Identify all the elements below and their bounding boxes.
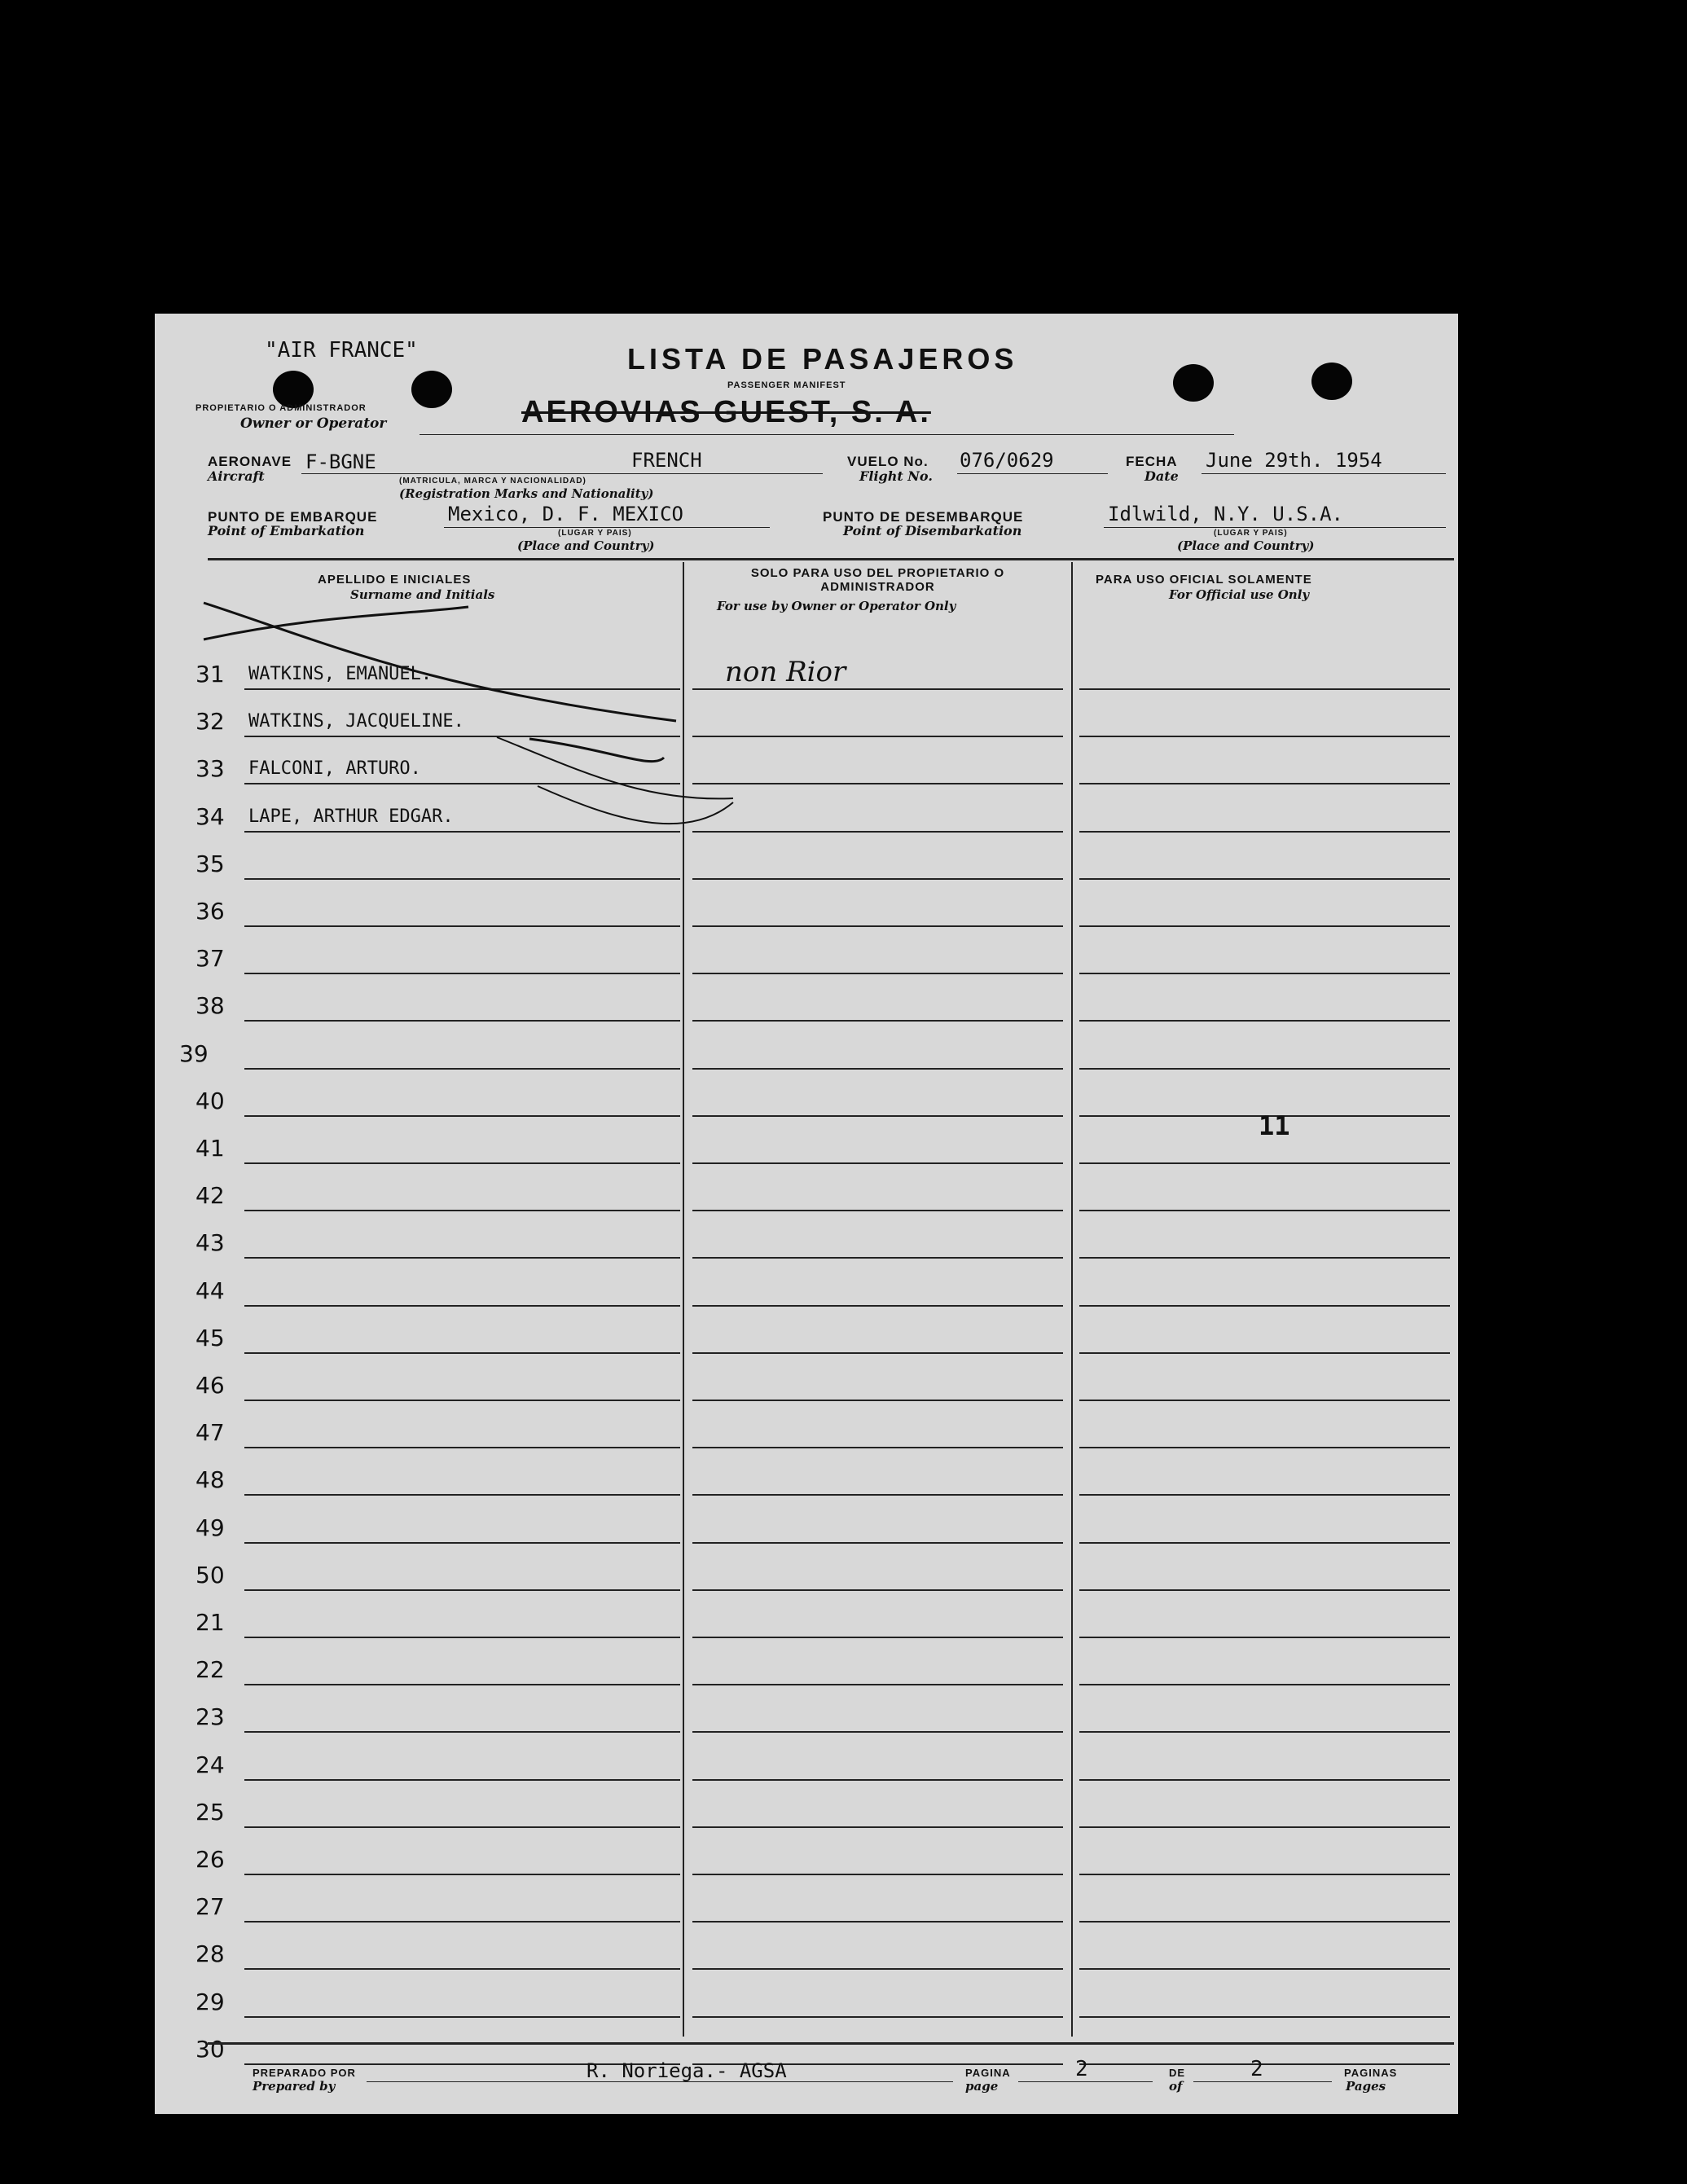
- of-label-es: DE: [1169, 2067, 1186, 2079]
- table-bottom-border: [208, 2042, 1454, 2045]
- pages-label-en: Pages: [1346, 2079, 1386, 2094]
- aircraft-value: F-BGNE: [305, 450, 376, 473]
- row-number: 43: [195, 1229, 225, 1257]
- row-number: 29: [195, 1988, 225, 2015]
- strike-x-line-1: [204, 603, 676, 721]
- row-number: 49: [195, 1514, 225, 1541]
- row-number: 21: [195, 1609, 225, 1636]
- flight-label-en: Flight No.: [859, 468, 933, 484]
- of-underline: [1193, 2081, 1332, 2082]
- row-number: 33: [195, 755, 225, 783]
- passenger-name: FALCONI, ARTURO.: [248, 758, 421, 780]
- of-value: 2: [1250, 2057, 1263, 2081]
- aircraft-label-en: Aircraft: [208, 468, 265, 484]
- disembark-note-es: (LUGAR Y PAIS): [1214, 529, 1288, 538]
- row-number: 24: [195, 1751, 225, 1778]
- row-number: 34: [195, 802, 225, 830]
- row-number: 39: [179, 1039, 209, 1067]
- col-official-es: PARA USO OFICIAL SOLAMENTE: [1096, 573, 1312, 587]
- form-title-en: PASSENGER MANIFEST: [727, 380, 846, 390]
- embark-label-es: PUNTO DE EMBARQUE: [208, 509, 378, 525]
- row-number: 27: [195, 1893, 225, 1921]
- col-official-en: For Official use Only: [1169, 587, 1310, 602]
- row-number: 32: [195, 708, 225, 736]
- strike-marks: [155, 314, 1458, 2114]
- row-number: 36: [195, 898, 225, 925]
- embark-label-en: Point of Embarkation: [208, 523, 365, 538]
- of-label-en: of: [1169, 2079, 1183, 2094]
- aircraft-label-es: AERONAVE: [208, 454, 292, 469]
- registration-note-es: (MATRICULA, MARCA Y NACIONALIDAD): [399, 477, 586, 486]
- disembark-note-en: (Place and Country): [1177, 538, 1315, 553]
- owner-stamp: "AIR FRANCE": [265, 338, 418, 363]
- page-value: 2: [1075, 2057, 1088, 2081]
- date-label-es: FECHA: [1126, 454, 1178, 469]
- strike-diagonal-2: [497, 737, 733, 798]
- manifest-page: [155, 314, 1458, 2114]
- owner-label-es: PROPIETARIO O ADMINISTRADOR: [195, 403, 367, 413]
- prepared-label-es: PREPARADO POR: [253, 2067, 356, 2079]
- prepared-value: R. Noriega.- AGSA: [586, 2059, 787, 2082]
- date-label-en: Date: [1144, 468, 1179, 484]
- row-number: 47: [195, 1419, 225, 1447]
- embark-value: Mexico, D. F. MEXICO: [448, 503, 683, 525]
- passenger-name: LAPE, ARTHUR EDGAR.: [248, 806, 454, 827]
- row-number: 22: [195, 1656, 225, 1684]
- passenger-name: WATKINS, EMANUEL.: [248, 664, 433, 684]
- prepared-underline: [367, 2081, 953, 2082]
- col-owner-en: For use by Owner or Operator Only: [717, 599, 956, 613]
- strike-x-line-2: [204, 607, 468, 639]
- row-number: 30: [195, 2035, 225, 2063]
- col-owner-es: SOLO PARA USO DEL PROPIETARIO O ADMINISTRADOR: [750, 566, 1005, 594]
- row-number: 45: [195, 1324, 225, 1351]
- embark-note-es: (LUGAR Y PAIS): [558, 529, 632, 538]
- page-label-en: page: [965, 2079, 999, 2094]
- col-surname-en: Surname and Initials: [350, 587, 495, 602]
- owner-value: AEROVIAS GUEST, S. A.: [521, 395, 931, 429]
- embark-note-en: (Place and Country): [517, 538, 655, 553]
- row-number: 46: [195, 1372, 225, 1399]
- row-number: 28: [195, 1940, 225, 1968]
- row-number: 48: [195, 1466, 225, 1494]
- disembark-value: Idlwild, N.Y. U.S.A.: [1108, 503, 1343, 525]
- row-number: 26: [195, 1846, 225, 1873]
- row-number: 38: [195, 992, 225, 1020]
- row-number: 25: [195, 1798, 225, 1826]
- passenger-name: WATKINS, JACQUELINE.: [248, 711, 464, 732]
- owner-note: non Rior: [725, 656, 846, 688]
- row-number: 41: [195, 1135, 225, 1162]
- col-surname-es: APELLIDO E INICIALES: [318, 573, 472, 587]
- row-number: 42: [195, 1182, 225, 1210]
- registration-note-en: (Registration Marks and Nationality): [399, 486, 654, 501]
- form-title: LISTA DE PASAJEROS: [627, 342, 1018, 376]
- nationality-value: FRENCH: [631, 449, 702, 472]
- row-number: 35: [195, 850, 225, 877]
- owner-label-en: Owner or Operator: [240, 415, 387, 432]
- disembark-label-en: Point of Disembarkation: [843, 523, 1022, 538]
- strike-diagonal-3: [538, 786, 733, 824]
- flight-label-es: VUELO No.: [847, 454, 929, 469]
- disembark-label-es: PUNTO DE DESEMBARQUE: [823, 509, 1024, 525]
- row-number: 50: [195, 1561, 225, 1589]
- date-value: June 29th. 1954: [1206, 449, 1382, 472]
- page-underline: [1018, 2081, 1153, 2082]
- pages-label-es: PAGINAS: [1344, 2067, 1398, 2079]
- row-number: 31: [195, 661, 225, 688]
- row-number: 40: [195, 1087, 225, 1114]
- page-label-es: PAGINA: [965, 2067, 1011, 2079]
- row-number: 37: [195, 945, 225, 973]
- row-number: 23: [195, 1703, 225, 1731]
- official-count: 11: [1259, 1110, 1290, 1141]
- prepared-label-en: Prepared by: [253, 2079, 336, 2094]
- row-number: 44: [195, 1277, 225, 1304]
- flight-value: 076/0629: [960, 449, 1054, 472]
